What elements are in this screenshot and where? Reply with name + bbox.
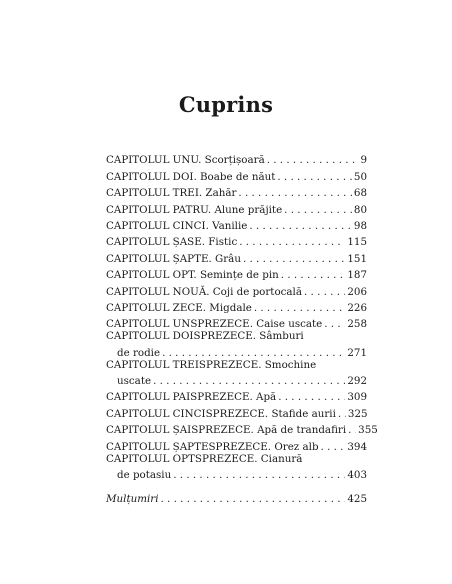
- toc-entry-14: [106, 387, 367, 403]
- toc-entry-11: [106, 314, 367, 330]
- toc-leader-dots: [348, 424, 356, 436]
- toc-entry-title: CAPITOLUL ȘAPTESPREZECE. Orez alb: [106, 440, 319, 453]
- toc-entry-title: CAPITOLUL UNU. Scorțișoară: [106, 154, 265, 167]
- toc-leader-dots: [324, 318, 345, 330]
- toc-entry-title-line2: uscate: [117, 375, 152, 388]
- toc-entry-title: CAPITOLUL ȘASE. Fistic: [106, 236, 238, 249]
- toc-entry-page: 394: [347, 440, 367, 453]
- toc-entry-5: [106, 216, 367, 232]
- toc-entry-title: CAPITOLUL CINCISPREZECE. Stafide aurii: [106, 407, 336, 420]
- toc-entry-page: 425: [347, 493, 367, 506]
- toc-entry-title: CAPITOLUL PAISPREZECE. Apă: [106, 391, 277, 404]
- toc-entry-10: [106, 298, 367, 314]
- toc-leader-dots: [278, 391, 345, 403]
- toc-entry-page: 68: [353, 187, 367, 200]
- toc-entry-page: 206: [347, 285, 367, 298]
- toc-leader-dots: [338, 408, 346, 420]
- toc-entry-title: Mulțumiri: [106, 493, 159, 506]
- toc-leader-dots: [254, 302, 346, 314]
- toc-entry-7: [106, 248, 367, 264]
- toc-entry-page: 226: [347, 301, 367, 314]
- toc-entry-title: CAPITOLUL DOI. Boabe de năut: [106, 170, 276, 183]
- toc-entry-title: CAPITOLUL OPT. Semințe de pin: [106, 269, 279, 282]
- toc-entry-title-line1: CAPITOLUL OPTSPREZECE. Cianură: [106, 452, 303, 465]
- toc-entry-title: CAPITOLUL ZECE. Migdale: [106, 301, 252, 314]
- toc-entry-4: [106, 199, 367, 215]
- toc-entry-page: 258: [347, 318, 367, 331]
- toc-entry-18: [106, 453, 367, 481]
- toc-leader-dots: [238, 187, 351, 199]
- toc-entry-title-line2: de rodie: [117, 346, 161, 359]
- toc-entry-6: [106, 232, 367, 248]
- toc-entry-title-line1: CAPITOLUL TREISPREZECE. Smochine: [106, 358, 317, 371]
- toc-leader-dots: [173, 469, 345, 481]
- toc-leader-dots: [281, 269, 346, 281]
- toc-entry-page: 292: [347, 375, 367, 388]
- toc-entry-16: [106, 420, 378, 437]
- toc-leader-dots: [249, 220, 352, 232]
- toc-entry-page: 115: [347, 236, 367, 249]
- toc-entry-title-line1: CAPITOLUL DOISPREZECE. Sâmburi: [106, 330, 304, 343]
- toc-entry-2: [106, 166, 367, 182]
- toc-entry-page: 355: [358, 424, 378, 437]
- toc-entry-page: 309: [347, 391, 367, 404]
- toc-entry-title: CAPITOLUL NOUĂ. Coji de portocală: [106, 285, 302, 298]
- toc-entry-page: 50: [353, 170, 367, 183]
- toc-entry-page: 325: [347, 407, 368, 420]
- toc-entry-page: 187: [347, 269, 367, 282]
- toc-entry-title: CAPITOLUL CINCI. Vanilie: [106, 219, 248, 232]
- toc-entry-title-line2: de potasiu: [117, 469, 172, 482]
- toc-entry-page: 80: [353, 203, 367, 216]
- table-of-contents: [106, 150, 378, 506]
- toc-leader-dots: [162, 347, 345, 359]
- toc-leader-dots: [239, 236, 345, 248]
- toc-entry-page: 9: [360, 154, 367, 167]
- toc-leader-dots: [243, 253, 345, 265]
- toc-entry-page: 98: [353, 219, 367, 232]
- toc-entry-title: CAPITOLUL TREI. Zahăr: [106, 187, 237, 200]
- toc-entry-8: [106, 265, 367, 281]
- toc-entry-acknowledgements: [106, 489, 367, 505]
- toc-leader-dots: [304, 286, 345, 298]
- toc-leader-dots: [161, 493, 346, 505]
- toc-entry-title: CAPITOLUL PATRU. Alune prăjite: [106, 203, 283, 216]
- toc-entry-title: CAPITOLUL ȘAPTE. Grâu: [106, 252, 241, 265]
- toc-entry-3: [106, 183, 367, 199]
- toc-entry-15: [106, 403, 367, 419]
- toc-entry-13: [106, 359, 367, 387]
- toc-leader-dots: [321, 441, 346, 453]
- toc-leader-dots: [284, 204, 352, 216]
- toc-entry-17: [106, 436, 367, 452]
- toc-entry-page: 151: [347, 252, 367, 265]
- toc-entry-1: [106, 150, 367, 166]
- toc-leader-dots: [277, 171, 352, 183]
- toc-leader-dots: [153, 375, 345, 387]
- toc-entry-title: CAPITOLUL ȘAISPREZECE. Apă de trandafiri: [106, 424, 347, 437]
- page-title: Cuprins: [178, 92, 274, 117]
- toc-entry-page: 403: [347, 469, 367, 482]
- toc-entry-title: CAPITOLUL UNSPREZECE. Caise uscate: [106, 318, 323, 331]
- toc-entry-12: [106, 330, 367, 358]
- toc-entry-9: [106, 281, 367, 297]
- toc-entry-page: 271: [347, 346, 367, 359]
- section-gap: [106, 481, 367, 489]
- toc-leader-dots: [267, 154, 359, 166]
